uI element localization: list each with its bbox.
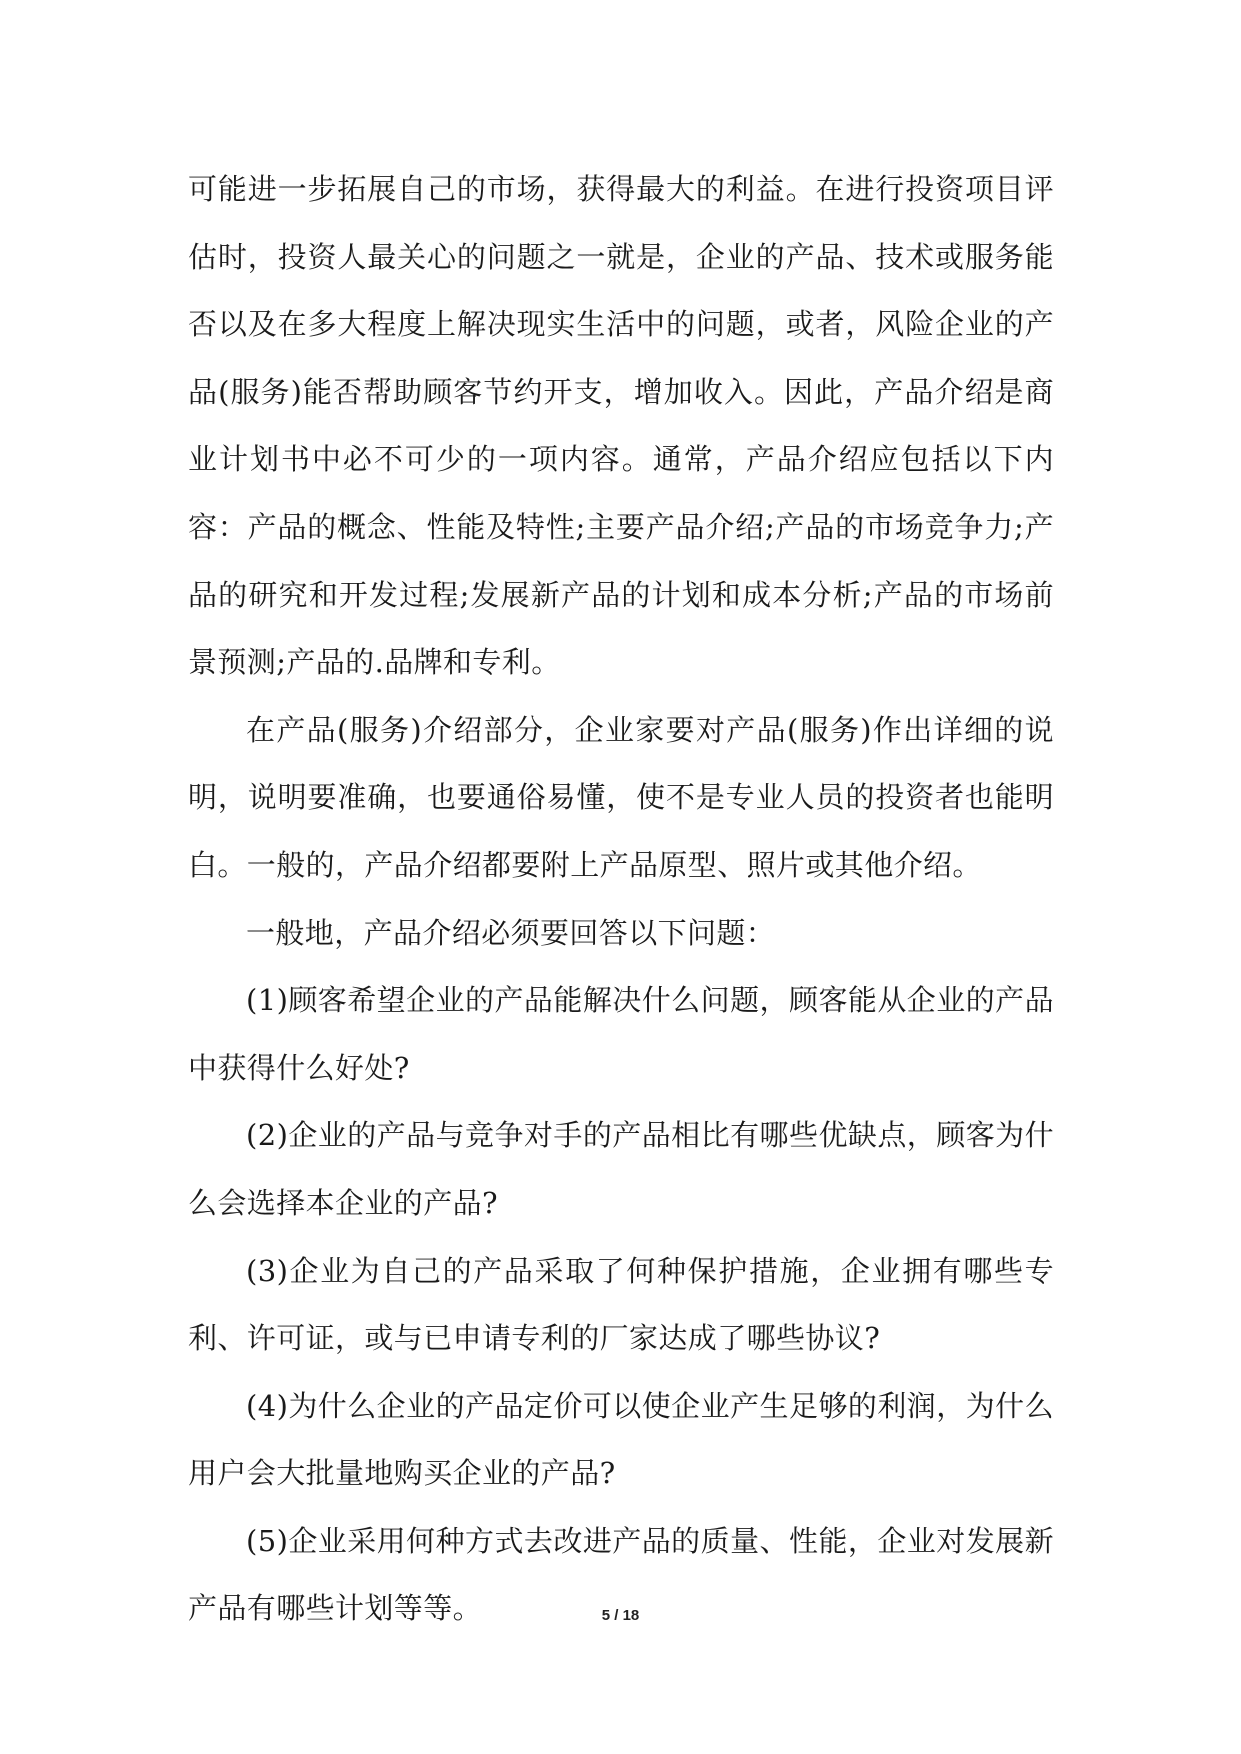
list-item: (3)企业为自己的产品采取了何种保护措施，企业拥有哪些专利、许可证，或与已申请专利的厂家达成了哪些协议? (188, 1253, 1054, 1356)
paragraph: 一般地，产品介绍必须要回答以下问题： (246, 915, 776, 950)
document-body (188, 156, 1054, 1643)
list-item: (4)为什么企业的产品定价可以使企业产生足够的利润，为什么用户会大批量地购买企业的产品? (188, 1388, 1054, 1491)
list-item: (5)企业采用何种方式去改进产品的质量、性能，企业对发展新产品有哪些计划等等。 (188, 1523, 1054, 1626)
page-number: 5 / 18 (601, 1607, 640, 1624)
list-item: (1)顾客希望企业的产品能解决什么问题，顾客能从企业的产品中获得什么好处? (188, 983, 1054, 1085)
paragraph: 在产品(服务)介绍部分，企业家要对产品(服务)作出详细的说明，说明要准确，也要通俗易懂，使不是专业人员的投资者也能明白。一般的，产品介绍都要附上产品原型、照片或其他介绍。 (188, 712, 1054, 882)
paragraph: 可能进一步拓展自己的市场，获得最大的利益。在进行投资项目评估时，投资人最关心的问题之一就是，企业的产品、技术或服务能否以及在多大程度上解决现实生活中的问题，或者，风险企业的产品(服务)能否帮助顾客节约开支，增加收入。因此，产品介绍是商业计划书中必不可少的一项内容。通常，产品介绍应包括以下内容：产品的概念、性能及特性;主要产品介绍;产品的市场竞争力;产品的研究和开发过程;发展新产品的计划和成本分析;产品的市场前景预测;产品的.品牌和专利。 (188, 172, 1054, 680)
list-item: (2)企业的产品与竞争对手的产品相比有哪些优缺点，顾客为什么会选择本企业的产品? (188, 1118, 1054, 1220)
